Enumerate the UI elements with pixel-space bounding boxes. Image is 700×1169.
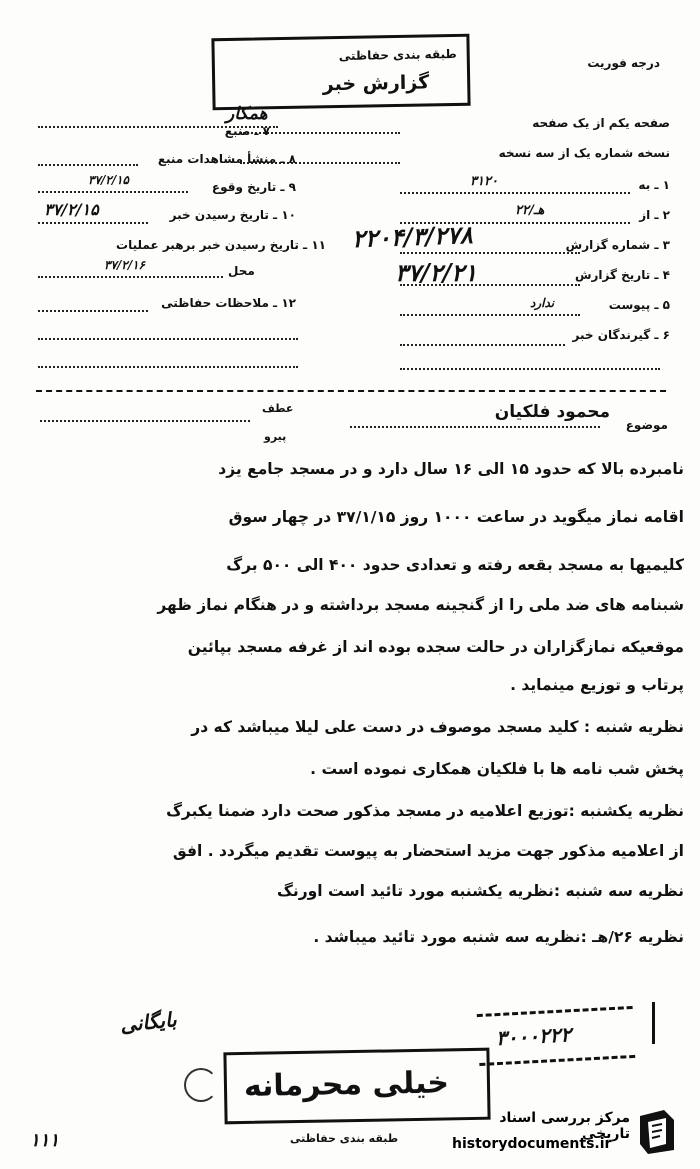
reference-label: عطف xyxy=(262,402,294,415)
body-line: پخش شب نامه ها با فلکیان همکاری نموده است . xyxy=(310,760,684,778)
secret-stamp xyxy=(223,1048,490,1125)
body-line: اقامه نماز میگوید در ساعت ۱۰۰۰ روز ۳۷/۱/۱۵ در چهار سوق xyxy=(228,508,684,526)
field-4-value: ۳۷/۲/۲۱ xyxy=(395,258,477,287)
page-number: ۱۱۱ xyxy=(30,1130,60,1151)
field-8-label: ۸ ـ منشأ مشاهدات منبع xyxy=(157,152,296,166)
watermark-url: historydocuments.ir xyxy=(452,1136,612,1152)
body-line: نظریه یکشنبه :توزیع اعلامیه در مسجد مذکور صحت دارد ضمنا یکبرگ xyxy=(166,802,684,820)
field-2-value: ۲۲/هـ xyxy=(515,203,545,218)
field-10-value: ۳۷/۲/۱۵ xyxy=(44,200,99,219)
watermark-title: مرکز بررسی اسناد تاریخی xyxy=(499,1110,630,1142)
header-divider xyxy=(36,390,666,392)
body-line: نظریه سه شنبه :نظریه یکشنبه مورد تائید است اورنگ xyxy=(277,882,684,900)
field-1-label: ۱ ـ به xyxy=(638,178,670,192)
field-7-label: ۷ ـ منبع xyxy=(224,124,270,138)
field-5-value: ندارد xyxy=(530,296,555,310)
secret-stamp-text: خیلی محرمانه xyxy=(243,1065,450,1104)
body-line: کلیمیها به مسجد بقعه رفته و تعدادی حدود ۴۰۰ الی ۵۰۰ برگ xyxy=(226,556,684,574)
field-2-label: ۲ ـ از xyxy=(639,208,670,222)
priority-label: درجه فوریت xyxy=(587,56,660,70)
field-9-label: ۹ ـ تاریخ وقوع xyxy=(211,180,296,194)
footer-classification: طبقه بندی حفاظتی xyxy=(290,1132,399,1145)
body-line: از اعلامیه مذکور جهت مزید استحضار به پیوست تقدیم میگردد . افق xyxy=(172,842,684,860)
field-4-label: ۴ ـ تاریخ گزارش xyxy=(574,268,670,282)
body-line: نظریه شنبه : کلید مسجد موصوف در دست علی لیلا میباشد که در xyxy=(191,718,684,736)
secret-stamp-ornament xyxy=(184,1068,218,1102)
page-count: صفحه یکم از یک صفحه xyxy=(532,116,670,130)
field-11-value: ۳۷/۲/۱۶ xyxy=(104,258,145,272)
field-9-value: ۳۷/۲/۱۵ xyxy=(88,173,129,187)
body-line: موقعیکه نمازگزاران در حالت سجده بوده اند از غرفه مسجد بپائین xyxy=(187,638,684,656)
body-line: نامبرده بالا که حدود ۱۵ الی ۱۶ سال دارد و در مسجد جامع یزد xyxy=(218,460,684,478)
body-line: پرتاب و توزیع مینماید . xyxy=(510,676,684,694)
field-5-label: ۵ ـ پیوست xyxy=(608,298,670,312)
stamp-classification: طبقه بندی حفاظتی xyxy=(338,46,457,64)
copy-number: نسخه شماره یک از سه نسخه xyxy=(498,146,670,160)
number-stamp xyxy=(477,1006,636,1066)
subject-label: موضوع xyxy=(625,418,668,432)
field-11-label: ۱۱ ـ تاریخ رسیدن خبر برهبر عملیات xyxy=(116,238,326,252)
field-3-value: ۲۲۰۴/۳/۲۷۸ xyxy=(351,219,474,254)
header-stamp xyxy=(211,34,470,110)
field-1-value: ۳۱۲۰ xyxy=(470,174,498,189)
watermark xyxy=(452,1100,684,1162)
handwritten-archive-note: بایگانی xyxy=(118,1007,178,1037)
field-12-label: ۱۲ ـ ملاحظات حفاظتی xyxy=(161,296,296,310)
field-3-label: ۳ ـ شماره گزارش xyxy=(565,238,670,252)
watermark-logo-icon xyxy=(634,1106,680,1156)
body-line: نظریه ۲۶/هـ :نظریه سه شنبه مورد تائید میباشد . xyxy=(313,928,684,946)
number-stamp-value: ۳۰۰۰۲۲۲ xyxy=(495,1022,572,1051)
followup-label: پیرو xyxy=(264,430,287,443)
field-10-label: ۱۰ ـ تاریخ رسیدن خبر xyxy=(169,208,296,222)
body-line: شبنامه های ضد ملی را از گنجینه مسجد برداشته و در هنگام نماز ظهر xyxy=(157,596,684,614)
stamp-title: گزارش خبر xyxy=(322,71,430,96)
field-11-location-label: محل xyxy=(228,264,255,278)
margin-mark xyxy=(652,1002,655,1044)
field-6-label: ۶ ـ گیرندگان خبر xyxy=(572,328,670,342)
field-7-value: همکار xyxy=(226,104,268,124)
subject-value: محمود فلکیان xyxy=(494,402,610,422)
